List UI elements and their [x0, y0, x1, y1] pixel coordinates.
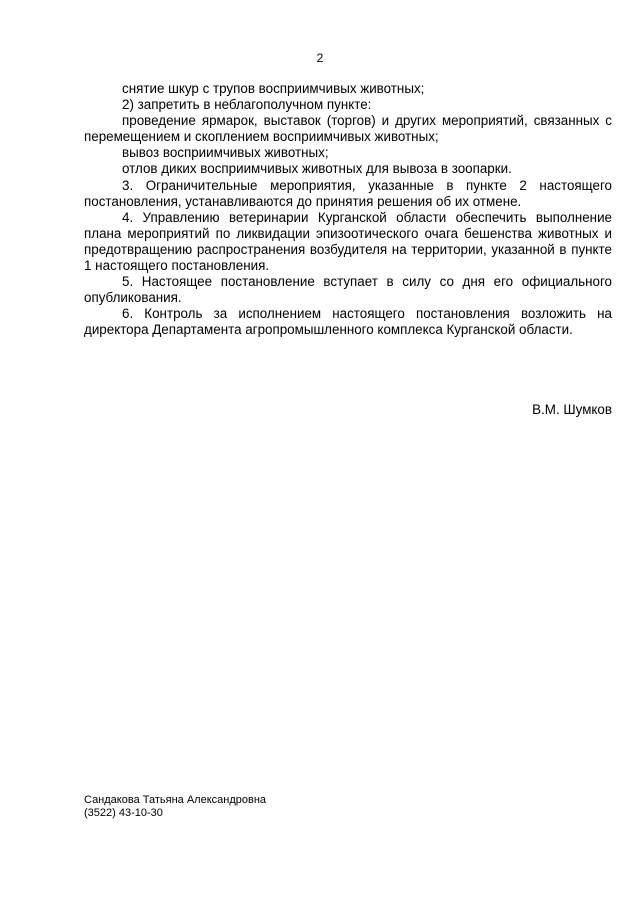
document-body [84, 81, 612, 339]
paragraph-item: отлов диких восприимчивых животных для вывоза в зоопарки. [122, 161, 512, 177]
signature-name: В.М. Шумков [532, 402, 612, 417]
paragraph-item: 6. Контроль за исполнением настоящего постановления возложить на директора Департамента агропромышленного комплекса Курганской области. [84, 306, 612, 338]
paragraph-item: 5. Настоящее постановление вступает в силу со дня его официального опубликования. [84, 274, 612, 306]
paragraph-item: 2) запретить в неблагополучном пункте: [122, 97, 372, 113]
paragraph-item: 4. Управлению ветеринарии Курганской области обеспечить выполнение плана мероприятий по ликвидации эпизоотического очага бешенства животных и предотвращению распространения возбудителя на территории, указанной в пункте 1 настоящего постановления. [84, 209, 612, 274]
paragraph-item: снятие шкур с трупов восприимчивых животных; [122, 81, 425, 96]
executor-name: Сандакова Татьяна Александровна [84, 794, 267, 806]
paragraph-item: проведение ярмарок, выставок (торгов) и других мероприятий, связанных с перемещением и скоплением восприимчивых животных; [84, 113, 612, 145]
paragraph-item: 3. Ограничительные мероприятия, указанные в пункте 2 настоящего постановления, устанавливаются до принятия решения об их отмене. [84, 177, 612, 209]
paragraph-item: вывоз восприимчивых животных; [122, 145, 329, 161]
executor-block [84, 794, 266, 820]
page-number: 2 [316, 51, 324, 65]
executor-phone: (3522) 43-10-30 [84, 807, 163, 819]
